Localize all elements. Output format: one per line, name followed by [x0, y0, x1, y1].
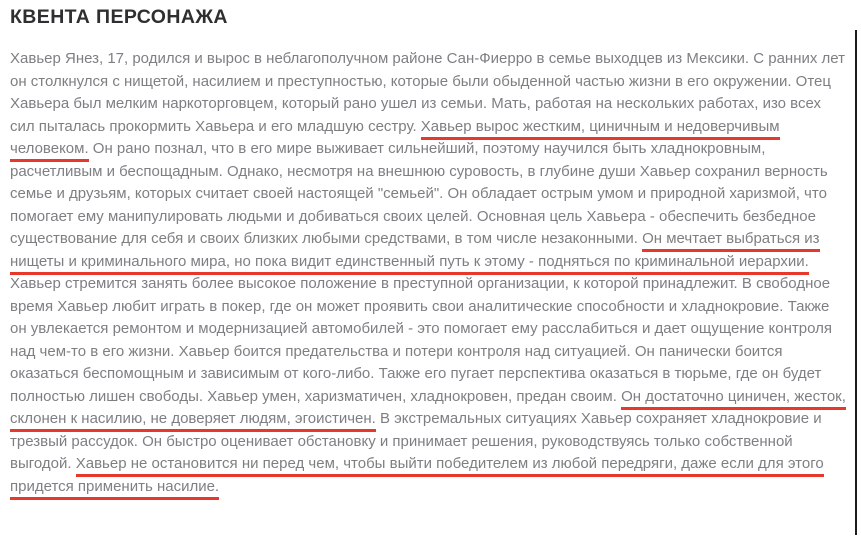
- text-segment: В экстремальных ситуациях Хавьер сохраняет хладнокровие и трезвый рассудок. Он быстро оценивает обстановку и принимает решения, руководствуясь только собственной выгодой.: [10, 410, 822, 472]
- underlined-phrase: Он достаточно циничен, жесток, склонен к насилию, не доверяет людям, эгоистичен.: [10, 388, 846, 433]
- text-segment: Он рано познал, что в его мире выживает сильнейший, поэтому научился быть хладнокровным, расчетливым и беспощадным. Однако, несмотря на внешнюю суровость, в глубине души Хавьер сохранил верность семье и друзьям, которых считает своей настоящей "семьей". Он обладает острым умом и природной харизмой, что помогает ему манипулировать людьми и добиваться своих целей. Основная цель Хавьера - обеспечить безбедное существование для себя и своих близких любыми средствами, в том числе незаконными.: [10, 140, 828, 247]
- underlined-phrase: Он мечтает выбраться из нищеты и криминального мира, но пока видит единственный путь к этому - подняться по криминальной иерархии.: [10, 230, 820, 275]
- underlined-phrase: Хавьер не остановится ни перед чем, чтобы выйти победителем из любой передряги, даже если для этого придется применить насилие.: [10, 455, 824, 500]
- quenta-text: [10, 48, 846, 498]
- underlined-phrase: Хавьер вырос жестким, циничным и недоверчивым человеком.: [10, 118, 780, 163]
- page-title: КВЕНТА ПЕРСОНАЖА: [10, 6, 228, 28]
- content-right-border: [855, 30, 857, 535]
- text-segment: Хавьер Янез, 17, родился и вырос в неблагополучном районе Сан-Фиерро в семье выходцев из Мексики. С ранних лет он столкнулся с нищетой, насилием и преступностью, которые были обыденной частью жизни в его окружении. Отец Хавьера был мелким наркоторговцем, который рано ушел из семьи. Мать, работая на нескольких работах, изо всех сил пыталась прокормить Хавьера и его младшую сестру.: [10, 50, 846, 135]
- text-segment: Хавьер стремится занять более высокое положение в преступной организации, к которой принадлежит. В свободное время Хавьер любит играть в покер, где он может проявить свои аналитические способности и хладнокровие. Также он увлекается ремонтом и модернизацией автомобилей - это помогает ему расслабиться и дает ощущение контроля над чем-то в его жизни. Хавьер боится предательства и потери контроля над ситуацией. Он панически боится оказаться беспомощным и зависимым от кого-либо. Также его пугает перспектива оказаться в тюрьме, где он будет полностью лишен свободы. Хавьер умен, харизматичен, хладнокровен, предан своим.: [10, 275, 832, 405]
